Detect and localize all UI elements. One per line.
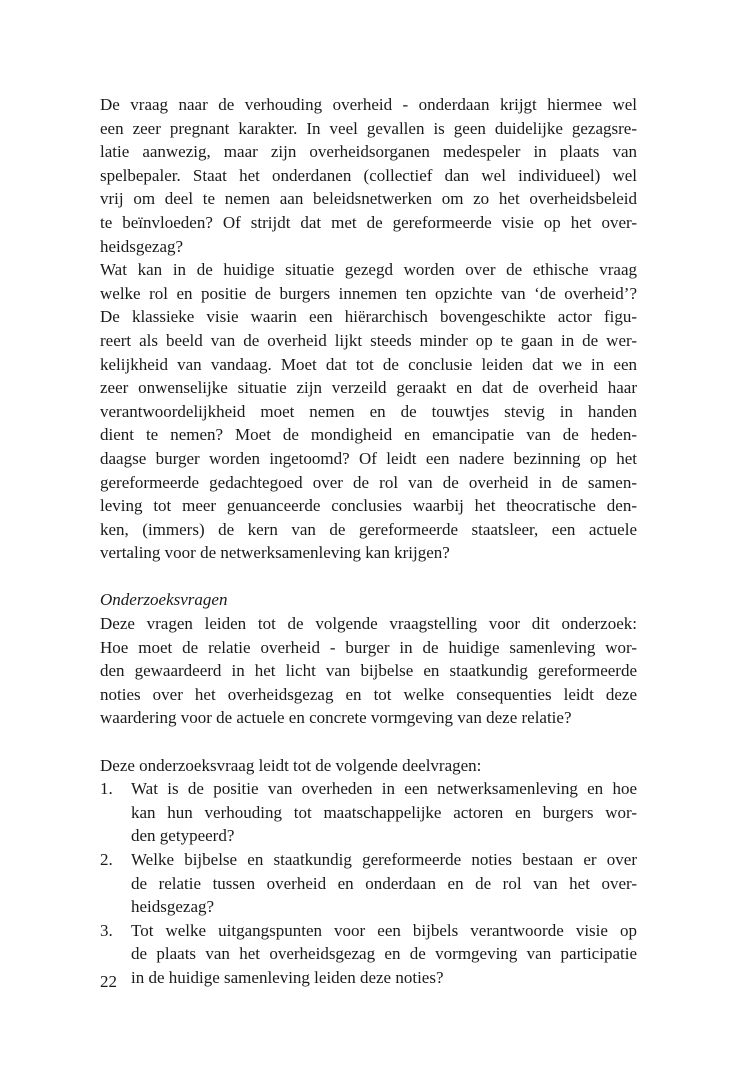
text-line: Tot welke uitgangspunten voor een bijbels verantwoorde visie op xyxy=(131,920,637,940)
text-line: Wat kan in de huidige situatie gezegd worden over de ethische vraag xyxy=(100,260,637,280)
paragraph-ethical-question xyxy=(100,258,637,565)
text-line: waardering voor de actuele en concrete vormgeving van deze relatie? xyxy=(100,708,572,728)
text-line: verantwoordelijkheid moet nemen en de touwtjes stevig in handen xyxy=(100,401,637,421)
text-line: vertaling voor de netwerksamenleving kan krijgen? xyxy=(100,543,450,563)
text-line: noties over het overheidsgezag en tot welke consequenties leidt deze xyxy=(100,684,637,704)
list-item-number: 3. xyxy=(100,920,113,940)
text-line: de relatie tussen overheid en onderdaan en de rol van het over- xyxy=(131,873,637,893)
text-line: Deze vragen leiden tot de volgende vraagstelling voor dit onderzoek: xyxy=(100,614,637,634)
text-line: heidsgezag? xyxy=(100,236,184,256)
text-line: Wat is de positie van overheden in een netwerksamenleving en hoe xyxy=(131,779,637,799)
text-line: een zeer pregnant karakter. In veel gevallen is geen duidelijke gezagsre- xyxy=(100,118,637,138)
text-line: den gewaardeerd in het licht van bijbelse en staatkundig gereformeerde xyxy=(100,661,637,681)
paragraph-intro xyxy=(100,93,637,258)
text-line: kelijkheid van vandaag. Moet dat tot de conclusie leiden dat we in een xyxy=(100,354,637,374)
section-subheading: Onderzoeksvragen xyxy=(100,590,228,610)
text-line: te beïnvloeden? Of strijdt dat met de gereformeerde visie op het over- xyxy=(100,212,637,232)
text-line: in de huidige samenleving leiden deze noties? xyxy=(131,967,444,987)
paragraph-research-question xyxy=(100,612,637,730)
list-item-number: 2. xyxy=(100,850,113,869)
text-line: latie aanwezig, maar zijn overheidsorganen medespeler in plaats van xyxy=(100,142,637,162)
text-line: heidsgezag? xyxy=(131,897,215,917)
list-item-number: 1. xyxy=(100,779,113,799)
sub-questions-list xyxy=(100,777,637,989)
page-body xyxy=(100,93,637,990)
list-item xyxy=(100,848,637,919)
text-line: ken, (immers) de kern van de gereformeerde staatsleer, een actuele xyxy=(100,519,637,539)
text-line: De vraag naar de verhouding overheid - onderdaan krijgt hiermee wel xyxy=(100,95,637,114)
text-line: Welke bijbelse en staatkundig gereformeerde noties bestaan er over xyxy=(131,850,637,869)
text-line: de plaats van het overheidsgezag en de vormgeving van participatie xyxy=(131,944,637,964)
list-item xyxy=(100,777,637,848)
text-line: kan hun verhouding tot maatschappelijke actoren en burgers wor- xyxy=(131,802,637,822)
page-number: 22 xyxy=(100,972,117,991)
text-line: gereformeerde gedachtegoed over de rol van de overheid in de samen- xyxy=(100,472,637,492)
text-line: De klassieke visie waarin een hiërarchisch bovengeschikte actor figu- xyxy=(100,307,637,327)
text-line: zeer onwenselijke situatie zijn verzeild geraakt en dat de overheid haar xyxy=(100,378,637,398)
text-line: Hoe moet de relatie overheid - burger in de huidige samenleving wor- xyxy=(100,637,637,657)
list-intro: Deze onderzoeksvraag leidt tot de volgende deelvragen: xyxy=(100,755,482,775)
list-item xyxy=(100,919,637,990)
text-line: spelbepaler. Staat het onderdanen (collectief dan wel individueel) wel xyxy=(100,165,637,185)
text-line: welke rol en positie de burgers innemen ten opzichte van ‘de overheid’? xyxy=(100,283,637,303)
text-line: dient te nemen? Moet de mondigheid en emancipatie van de heden- xyxy=(100,425,637,445)
paragraph-gap xyxy=(100,565,637,589)
text-line: reert als beeld van de overheid lijkt steeds minder op te gaan in de wer- xyxy=(100,330,637,350)
paragraph-gap xyxy=(100,730,637,754)
text-line: daagse burger worden ingetoomd? Of leidt een nadere bezinning op het xyxy=(100,448,637,468)
text-line: leving tot meer genuanceerde conclusies waarbij het theocratische den- xyxy=(100,496,637,516)
text-line: vrij om deel te nemen aan beleidsnetwerken om zo het overheidsbeleid xyxy=(100,189,637,209)
text-line: den getypeerd? xyxy=(131,826,235,846)
